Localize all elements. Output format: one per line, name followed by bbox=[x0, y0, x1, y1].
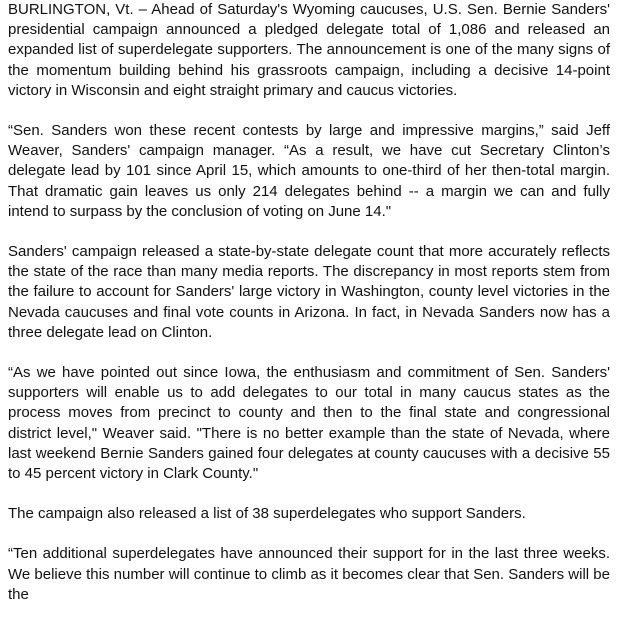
article-body bbox=[8, 0, 610, 625]
paragraph-dateline: BURLINGTON, Vt. – Ahead of Saturday's Wyoming caucuses, U.S. Sen. Bernie Sanders' presidential campaign announced a pledged delegate total of 1,086 and released an expanded list of superdelegate supporters. The announcement is one of the many signs of the momentum building behind his grassroots campaign, including a decisive 14-point victory in Wisconsin and eight straight primary and caucus victories. bbox=[8, 1, 610, 99]
paragraph-superdelegate-quote: “Ten additional superdelegates have announced their support for in the last three weeks. We believe this number will continue to climb as it becomes clear that Sen. Sanders will be the bbox=[8, 545, 610, 603]
paragraph-iowa-quote: “As we have pointed out since Iowa, the enthusiasm and commitment of Sen. Sanders' supporters will enable us to add delegates to our total in many caucus states as the process moves from precinct to county and then to the final state and congressional district level," Weaver said. "There is no better example than the state of Nevada, where last weekend Bernie Sanders gained four delegates at county caucuses with a decisive 55 to 45 percent victory in Clark County." bbox=[8, 364, 610, 483]
paragraph-delegate-count: Sanders' campaign released a state-by-state delegate count that more accurately reflects the state of the race than many media reports. The discrepancy in most reports stem from the failure to account for Sanders' large victory in Washington, county level victories in the Nevada caucuses and final vote counts in Arizona. In fact, in Nevada Sanders now has a three delegate lead on Clinton. bbox=[8, 243, 610, 341]
paragraph-superdelegate-list: The campaign also released a list of 38 superdelegates who support Sanders. bbox=[8, 505, 526, 523]
paragraph-weaver-quote: “Sen. Sanders won these recent contests by large and impressive margins,” said Jeff Weaver, Sanders' campaign manager. “As a result, we have cut Secretary Clinton’s delegate lead by 101 since April 15, which amounts to one-third of her then-total margin. That dramatic gain leaves us only 214 delegates behind -- a margin we can and fully intend to surpass by the conclusion of voting on June 14." bbox=[8, 122, 610, 220]
